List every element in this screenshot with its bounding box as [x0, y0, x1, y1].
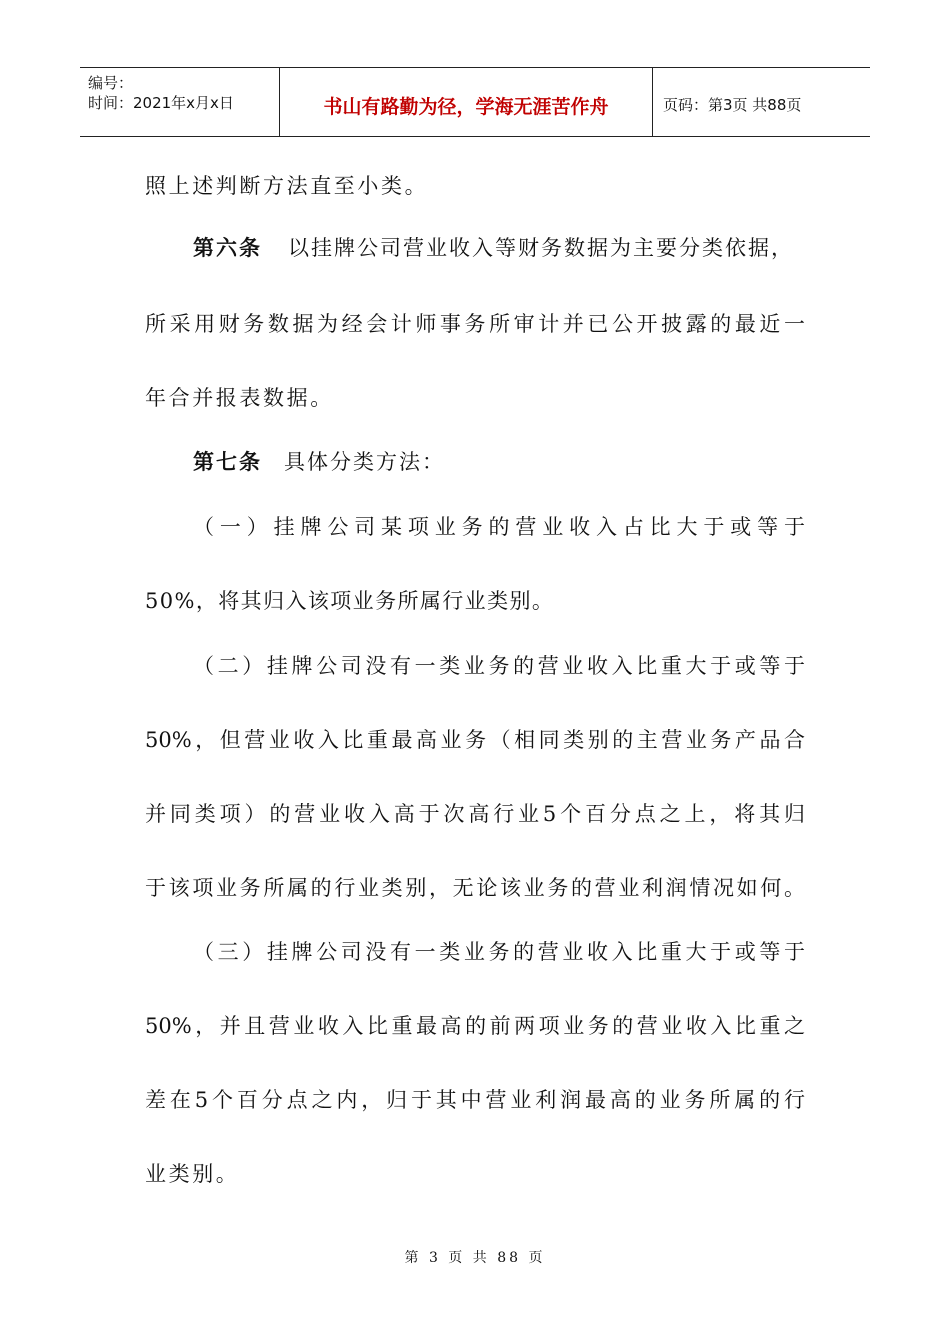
body-line: 并同类项）的营业收入高于次高行业5个百分点之上，将其归	[145, 802, 805, 826]
header-table	[80, 67, 870, 137]
doc-number-label: 编号：	[88, 74, 134, 92]
body-line: 于该项业务所属的行业类别，无论该业务的营业利润情况如何。	[145, 876, 805, 900]
doc-time: 时间：2021年x月x日	[88, 94, 234, 112]
body-line: 照上述判断方法直至小类。	[145, 174, 429, 198]
header-page-cell	[653, 68, 870, 136]
article-7-title: 第七条	[193, 449, 262, 474]
item-2-line: （二）挂牌公司没有一类业务的营业收入比重大于或等于	[193, 654, 805, 678]
body-line: 业类别。	[145, 1162, 240, 1186]
article-7-text: 具体分类方法：	[284, 450, 445, 474]
article-6-line	[193, 232, 794, 262]
item-3-line: （三）挂牌公司没有一类业务的营业收入比重大于或等于	[193, 940, 805, 964]
header-meta-cell	[80, 68, 280, 136]
body-line: 50%，但营业收入比重最高业务（相同类别的主营业务产品合	[145, 728, 805, 752]
header-page-info: 页码：第3页 共88页	[663, 96, 802, 114]
article-6-text: 以挂牌公司营业收入等财务数据为主要分类依据，	[288, 236, 794, 260]
body-line: 50%，将其归入该项业务所属行业类别。	[145, 589, 555, 613]
article-6-title: 第六条	[193, 235, 262, 260]
body-line: 所采用财务数据为经会计师事务所审计并已公开披露的最近一	[145, 312, 805, 336]
body-line: 差在5个百分点之内，归于其中营业利润最高的业务所属的行	[145, 1088, 805, 1112]
item-1-line: （一）挂牌公司某项业务的营业收入占比大于或等于	[193, 515, 805, 539]
footer-page-number: 第 3 页 共 88 页	[404, 1250, 546, 1266]
article-7-line	[193, 446, 445, 476]
body-line: 年合并报表数据。	[145, 386, 334, 410]
header-motto: 书山有路勤为径，学海无涯苦作舟	[323, 96, 609, 118]
body-line: 50%，并且营业收入比重最高的前两项业务的营业收入比重之	[145, 1014, 805, 1038]
header-motto-cell	[280, 68, 653, 136]
